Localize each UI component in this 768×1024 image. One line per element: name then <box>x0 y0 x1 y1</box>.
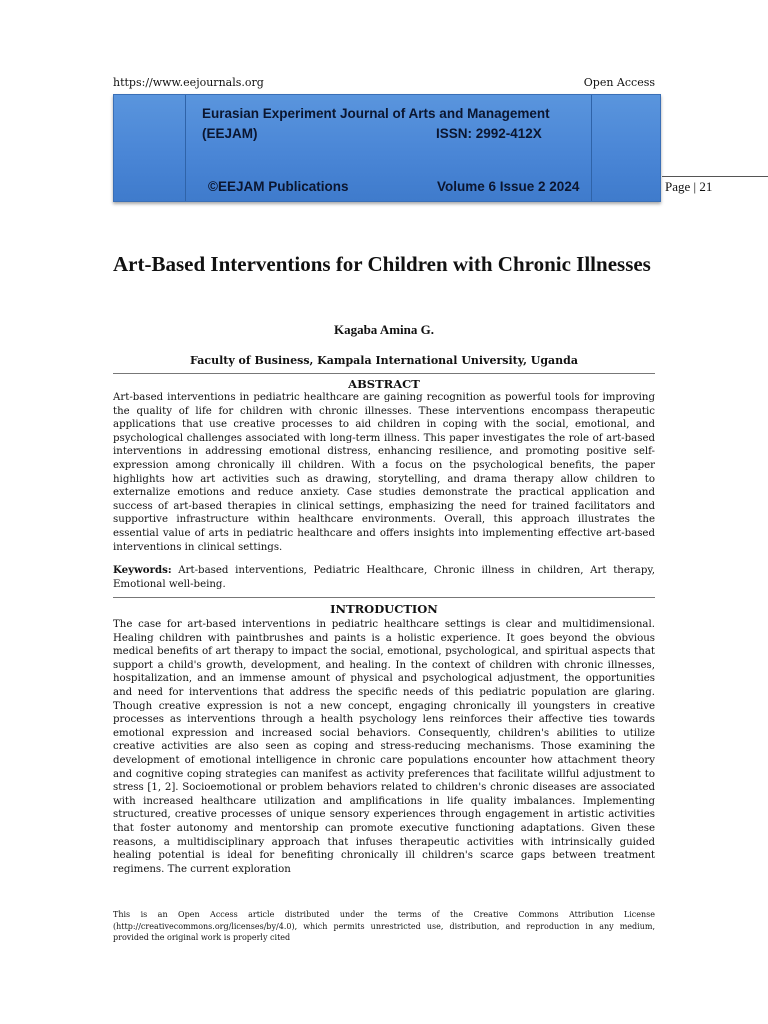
journal-issn: ISSN: 2992-412X <box>436 126 542 141</box>
author-name: Kagaba Amina G. <box>333 322 435 337</box>
license-footnote: This is an Open Access article distributed under the terms of the Creative Commons Attribution License (http://creativecommons.org/licenses/by/4.0), which permits unrestricted use, distribution, and reproduction in any medium, provided the original work is properly cited <box>113 910 655 942</box>
banner-divider-right <box>591 95 592 201</box>
abstract-rule-top <box>113 373 655 374</box>
keywords-label: Keywords: <box>113 564 172 576</box>
publisher-label: ©EEJAM Publications <box>208 179 349 194</box>
abstract-rule-bottom <box>113 597 655 598</box>
journal-url[interactable]: https://www.eejournals.org <box>113 76 264 89</box>
page-rule <box>662 176 768 177</box>
introduction-heading: INTRODUCTION <box>330 602 438 616</box>
journal-title: Eurasian Experiment Journal of Arts and Management <box>202 106 550 121</box>
banner-divider-left <box>185 95 186 201</box>
introduction-text: The case for art-based interventions in pediatric healthcare settings is clear and multidimensional. Healing children with paintbrushes and paints is a holistic experience. It goes beyond the obvious medical benefits of art therapy to impact the social, emotional, psychological, and spiritual aspects that support a child's growth, development, and healing. In the context of children with chronic illnesses, hospitalization, and an immense amount of physical and psychological adjustment, the opportunities and need for interventions that address the specific needs of this pediatric population are glaring. Though creative expression is not a new concept, engaging chronically ill youngsters in creative processes as interventions through a health psychology lens reinforces their affective ties towards emotional expression and increased social behaviors. Consequently, children's abilities to utilize creative activities are also seen as coping and stress-reducing mechanisms. Those examining the development of emotional intelligence in chronic care populations encounter how attachment theory and cognitive coping strategies can manifest as activity preferences that facilitate willful adjustment to stress [1, 2]. Socioemotional or problem behaviors related to children's chronic diseases are associated with increased healthcare utilization and amplifications in life quality imbalances. Implementing structured, creative processes of unique sensory experiences through engagement in artistic activities that foster autonomy and mentorship can promote executive functioning adaptations. Given these reasons, a multidisciplinary approach that infuses therapeutic activities with intrinsically guided healing potential is ideal for benefiting chronically ill children's scarce gaps between treatment regimens. The current exploration <box>113 619 655 875</box>
keywords-list: Art-based interventions, Pediatric Healthcare, Chronic illness in children, Art therapy, Emotional well-being. <box>113 565 655 590</box>
journal-abbrev: (EEJAM) <box>202 126 258 141</box>
abstract-heading: ABSTRACT <box>348 377 420 391</box>
abstract-text: Art-based interventions in pediatric healthcare are gaining recognition as powerful tools for improving the quality of life for children with chronic illnesses. These interventions encompass therapeutic applications that use creative processes to aid children in coping with the social, emotional, and psychological challenges associated with long-term illness. This paper investigates the role of art-based interventions in addressing emotional distress, enhancing resilience, and promoting positive self-expression among chronically ill children. With a focus on the psychological benefits, the paper highlights how art activities such as drawing, storytelling, and drama therapy allow children to externalize emotions and reduce anxiety. Case studies demonstrate the practical application and success of art-based therapies in clinical settings, emphasizing the need for trained facilitators and supportive infrastructure within healthcare environments. Overall, this approach illustrates the essential value of arts in pediatric healthcare and offers insights into implementing effective art-based interventions in clinical settings. <box>113 392 655 553</box>
article-title: Art-Based Interventions for Children with Chronic Illnesses <box>113 252 651 276</box>
author-affiliation: Faculty of Business, Kampala International University, Uganda <box>190 354 578 367</box>
page-number: Page | 21 <box>665 179 713 194</box>
journal-banner <box>113 94 661 202</box>
open-access-label: Open Access <box>583 76 655 89</box>
keywords-line <box>113 564 655 591</box>
volume-issue-label: Volume 6 Issue 2 2024 <box>437 179 580 194</box>
